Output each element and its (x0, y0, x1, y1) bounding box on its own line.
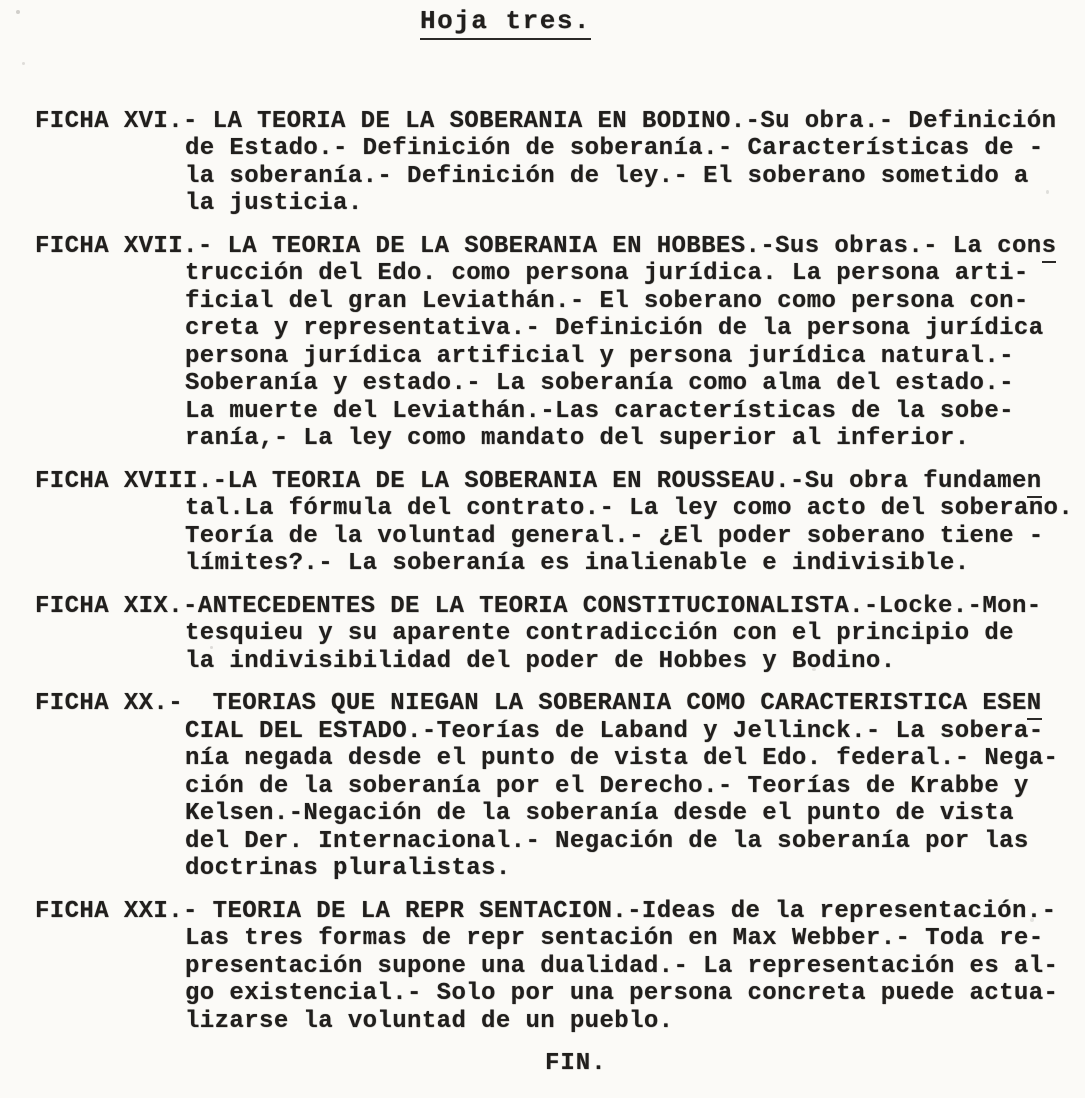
ficha-list (35, 108, 1085, 1036)
ficha-label: FICHA XIX.- (35, 592, 198, 620)
scan-speck (210, 646, 213, 649)
ficha-label: FICHA XVI.- (35, 107, 213, 135)
ficha-line: Las tres formas de repr sentación en Max Webber.- Toda re- (185, 925, 1044, 952)
ficha-entry (35, 108, 1085, 218)
ficha-first-line (35, 108, 1085, 136)
ficha-label: FICHA XVIII.- (35, 467, 228, 495)
ficha-entry (35, 468, 1085, 578)
ficha-line: Kelsen.-Negación de la soberanía desde el punto de vista (185, 800, 1014, 827)
ficha-first-line (35, 468, 1085, 496)
ficha-line: persona jurídica artificial y persona jurídica natural.- (185, 342, 1014, 370)
ficha-line: lizarse la voluntad de un pueblo. (185, 1007, 674, 1035)
ficha-line: presentación supone una dualidad.- La representación es al- (185, 952, 1059, 980)
ficha-line: la indivisibilidad del poder de Hobbes y Bodino. (185, 647, 896, 675)
ficha-first-line (35, 593, 1085, 621)
ficha-line: CIAL DEL ESTADO.-Teorías de Laband y Jellinck.- La sobera- (185, 717, 1044, 745)
scan-speck (812, 668, 816, 671)
ficha-line: ción de la soberanía por el Derecho.- Teorías de Krabbe y (185, 772, 1029, 800)
ficha-text: LA TEORIA DE LA SOBERANIA EN ROUSSEAU.-Su obra fundamen (227, 468, 1041, 498)
ficha-line: La muerte del Leviathán.-Las características de la sobe- (185, 397, 1014, 425)
ficha-entry (35, 233, 1085, 453)
ficha-line: la soberanía.- Definición de ley.- El soberano sometido a (185, 162, 1029, 190)
scan-speck (1030, 918, 1034, 922)
ficha-entry (35, 593, 1085, 676)
scan-speck (1046, 190, 1049, 194)
ficha-line: ranía,- La ley como mandato del superior al inferior. (185, 425, 970, 452)
ficha-line: ficial del gran Leviathán.- El soberano como persona con- (185, 287, 1029, 315)
ficha-line: Teoría de la voluntad general.- ¿El poder soberano tiene - (185, 522, 1044, 550)
ficha-line: nía negada desde el punto de vista del Edo. federal.- Nega- (185, 745, 1059, 772)
ficha-first-line (35, 690, 1085, 718)
ficha-text: TEORIAS QUE NIEGAN LA SOBERANIA COMO CARACTERISTICA ESEN (213, 690, 1042, 720)
ficha-line: tal.La fórmula del contrato.- La ley como acto del soberano. (185, 495, 1074, 522)
ficha-first-line (35, 898, 1085, 926)
ficha-text: ANTECEDENTES DE LA TEORIA CONSTITUCIONALISTA.-Locke.-Mon- (197, 592, 1042, 620)
ficha-entry (35, 690, 1085, 883)
ficha-line: límites?.- La soberanía es inalienable e indivisible. (185, 550, 970, 577)
ficha-line: creta y representativa.- Definición de la persona jurídica (185, 315, 1044, 342)
footer-fin: FIN. (545, 1050, 607, 1077)
ficha-label: FICHA XXI.- (35, 897, 213, 925)
ficha-line: Soberanía y estado.- La soberanía como alma del estado.- (185, 370, 1014, 397)
page-title: Hoja tres. (420, 8, 591, 40)
ficha-label: FICHA XX.- (35, 690, 213, 717)
scan-speck (22, 62, 25, 65)
ficha-text: TEORIA DE LA REPR SENTACION.-Ideas de la representación.- (212, 897, 1057, 925)
ficha-entry (35, 898, 1085, 1036)
ficha-line: trucción del Edo. como persona jurídica. La persona arti- (185, 260, 1029, 287)
ficha-label: FICHA XVII.- (35, 232, 228, 260)
ficha-text: LA TEORIA DE LA SOBERANIA EN HOBBES.-Sus obras.- La cons (227, 233, 1056, 263)
ficha-line: del Der. Internacional.- Negación de la soberanía por las (185, 827, 1029, 855)
scan-speck (16, 10, 20, 14)
ficha-first-line (35, 233, 1085, 261)
ficha-line: la justicia. (185, 190, 363, 217)
ficha-line: go existencial.- Solo por una persona concreta puede actua- (185, 980, 1059, 1007)
ficha-line: de Estado.- Definición de soberanía.- Características de - (185, 135, 1044, 162)
ficha-line: tesquieu y su aparente contradicción con el principio de (185, 620, 1014, 647)
ficha-text: LA TEORIA DE LA SOBERANIA EN BODINO.-Su obra.- Definición (212, 107, 1057, 135)
ficha-line: doctrinas pluralistas. (185, 855, 511, 882)
